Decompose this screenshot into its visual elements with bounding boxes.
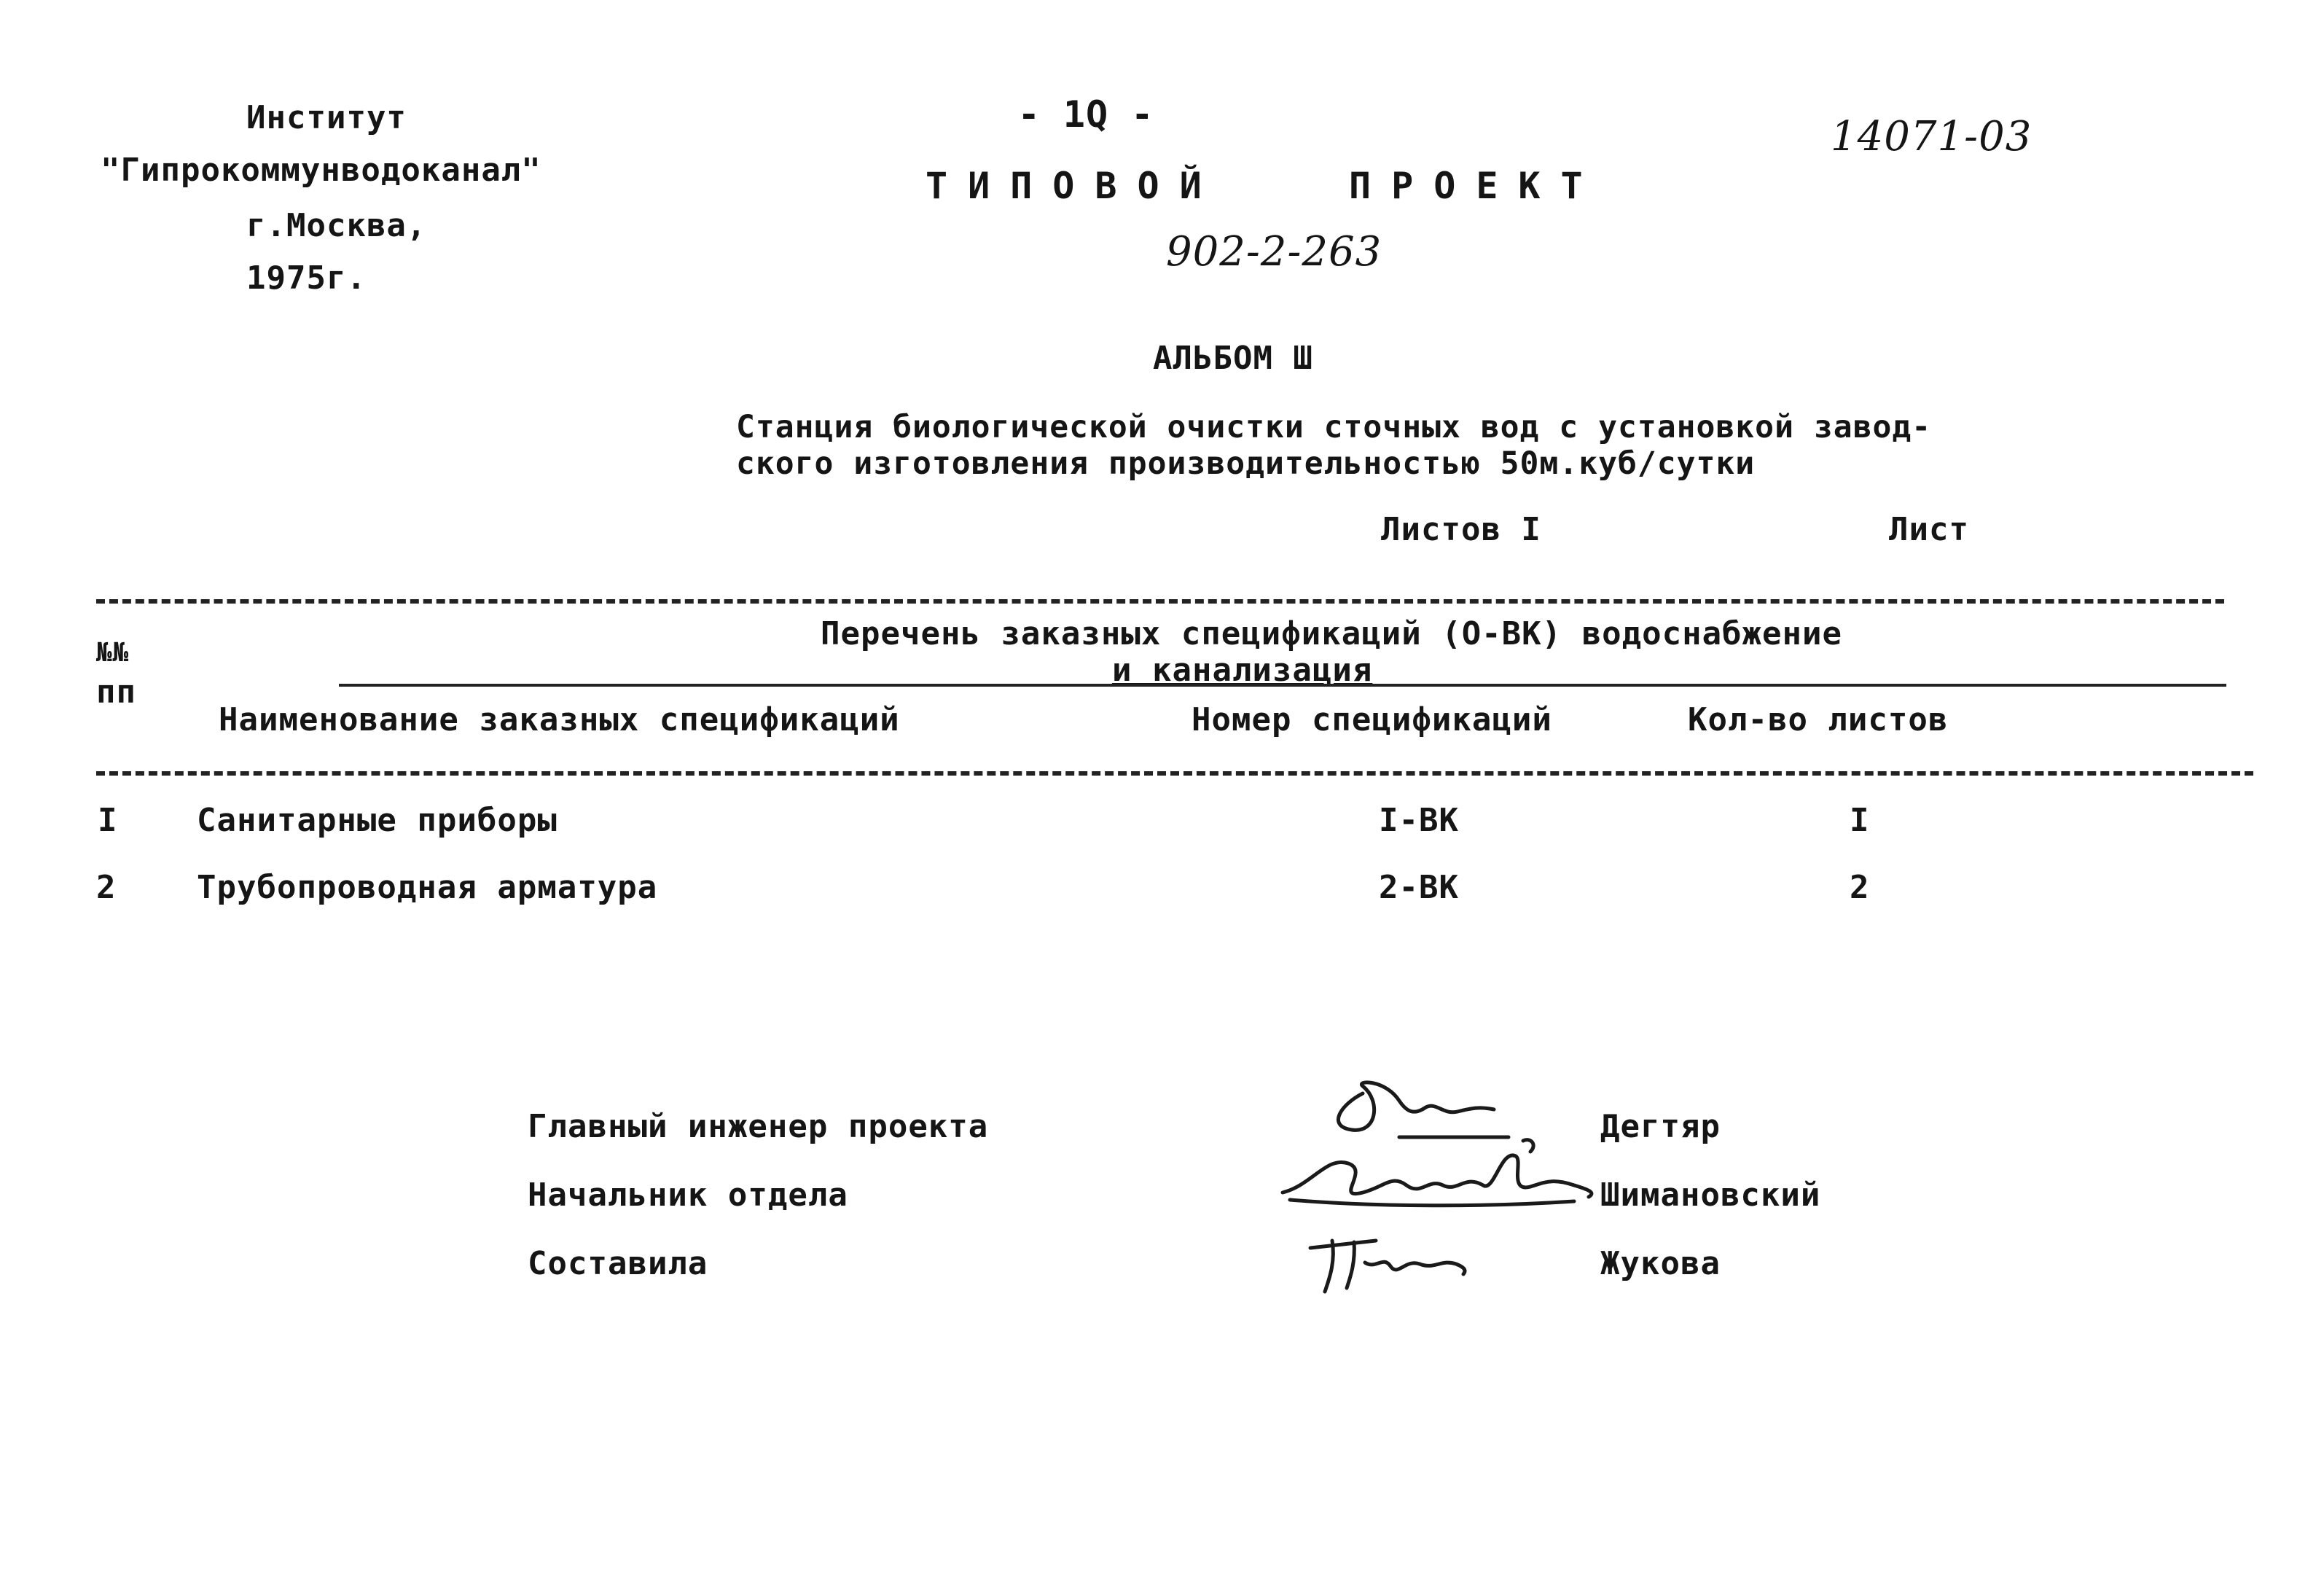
table-header-rule [339, 684, 2226, 687]
org-line-4: 1975г. [246, 260, 367, 297]
album-description-line-1: Станция биологической очистки сточных вод с установкой завод- [736, 409, 1932, 445]
table-caption-line-2: и канализация [1112, 652, 1373, 689]
sheets-count: Листов I [1381, 511, 1541, 548]
table-row-2-spec: 2-ВК [1379, 869, 1459, 906]
album-description-line-2: ского изготовления производительностью 50м.куб/сутки [736, 445, 1756, 482]
table-header-bottom-rule [96, 771, 2253, 776]
signature-role-3: Составила [528, 1245, 708, 1282]
doc-code: 14071-03 [1831, 113, 2032, 160]
album-title: АЛЬБОМ Ш [1153, 340, 1313, 377]
table-row-1-spec: I-ВК [1379, 802, 1459, 839]
sheet-label: Лист [1889, 511, 1969, 548]
signature-name-2: Шимановский [1600, 1177, 1821, 1214]
table-top-rule [96, 599, 2224, 604]
table-col-name: Наименование заказных спецификаций [219, 701, 900, 738]
table-row-1-num: I [98, 802, 118, 839]
table-row-2-num: 2 [96, 869, 117, 906]
table-row-1-count: I [1850, 802, 1870, 839]
org-line-3: г.Москва, [246, 207, 427, 244]
signature-name-3: Жукова [1600, 1245, 1721, 1282]
table-row-2-name: Трубопроводная арматура [197, 869, 658, 906]
signature-role-1: Главный инженер проекта [528, 1108, 989, 1145]
table-col-spec: Номер спецификаций [1192, 701, 1552, 738]
org-line-1: Институт [246, 99, 407, 136]
table-row-1-name: Санитарные приборы [197, 802, 557, 839]
project-number: 902-2-263 [1166, 228, 1382, 276]
page-number: - 1Q - [1017, 93, 1154, 136]
handwritten-signature-3 [1303, 1219, 1492, 1299]
table-col-num-line-2: пп [96, 674, 136, 711]
table-col-num-line-1: №№ [96, 638, 130, 668]
table-col-count: Кол-во листов [1688, 701, 1949, 738]
org-line-2: "Гипрокоммунводоканал" [101, 152, 541, 189]
signature-role-2: Начальник отдела [528, 1177, 848, 1214]
table-caption-line-1: Перечень заказных спецификаций (О-ВК) водоснабжение [821, 615, 1843, 652]
project-type: ТИПОВОЙ ПРОЕКТ [926, 165, 1603, 207]
signature-name-1: Дегтяр [1600, 1108, 1721, 1145]
handwritten-signature-2 [1268, 1134, 1603, 1214]
table-row-2-count: 2 [1850, 869, 1870, 906]
